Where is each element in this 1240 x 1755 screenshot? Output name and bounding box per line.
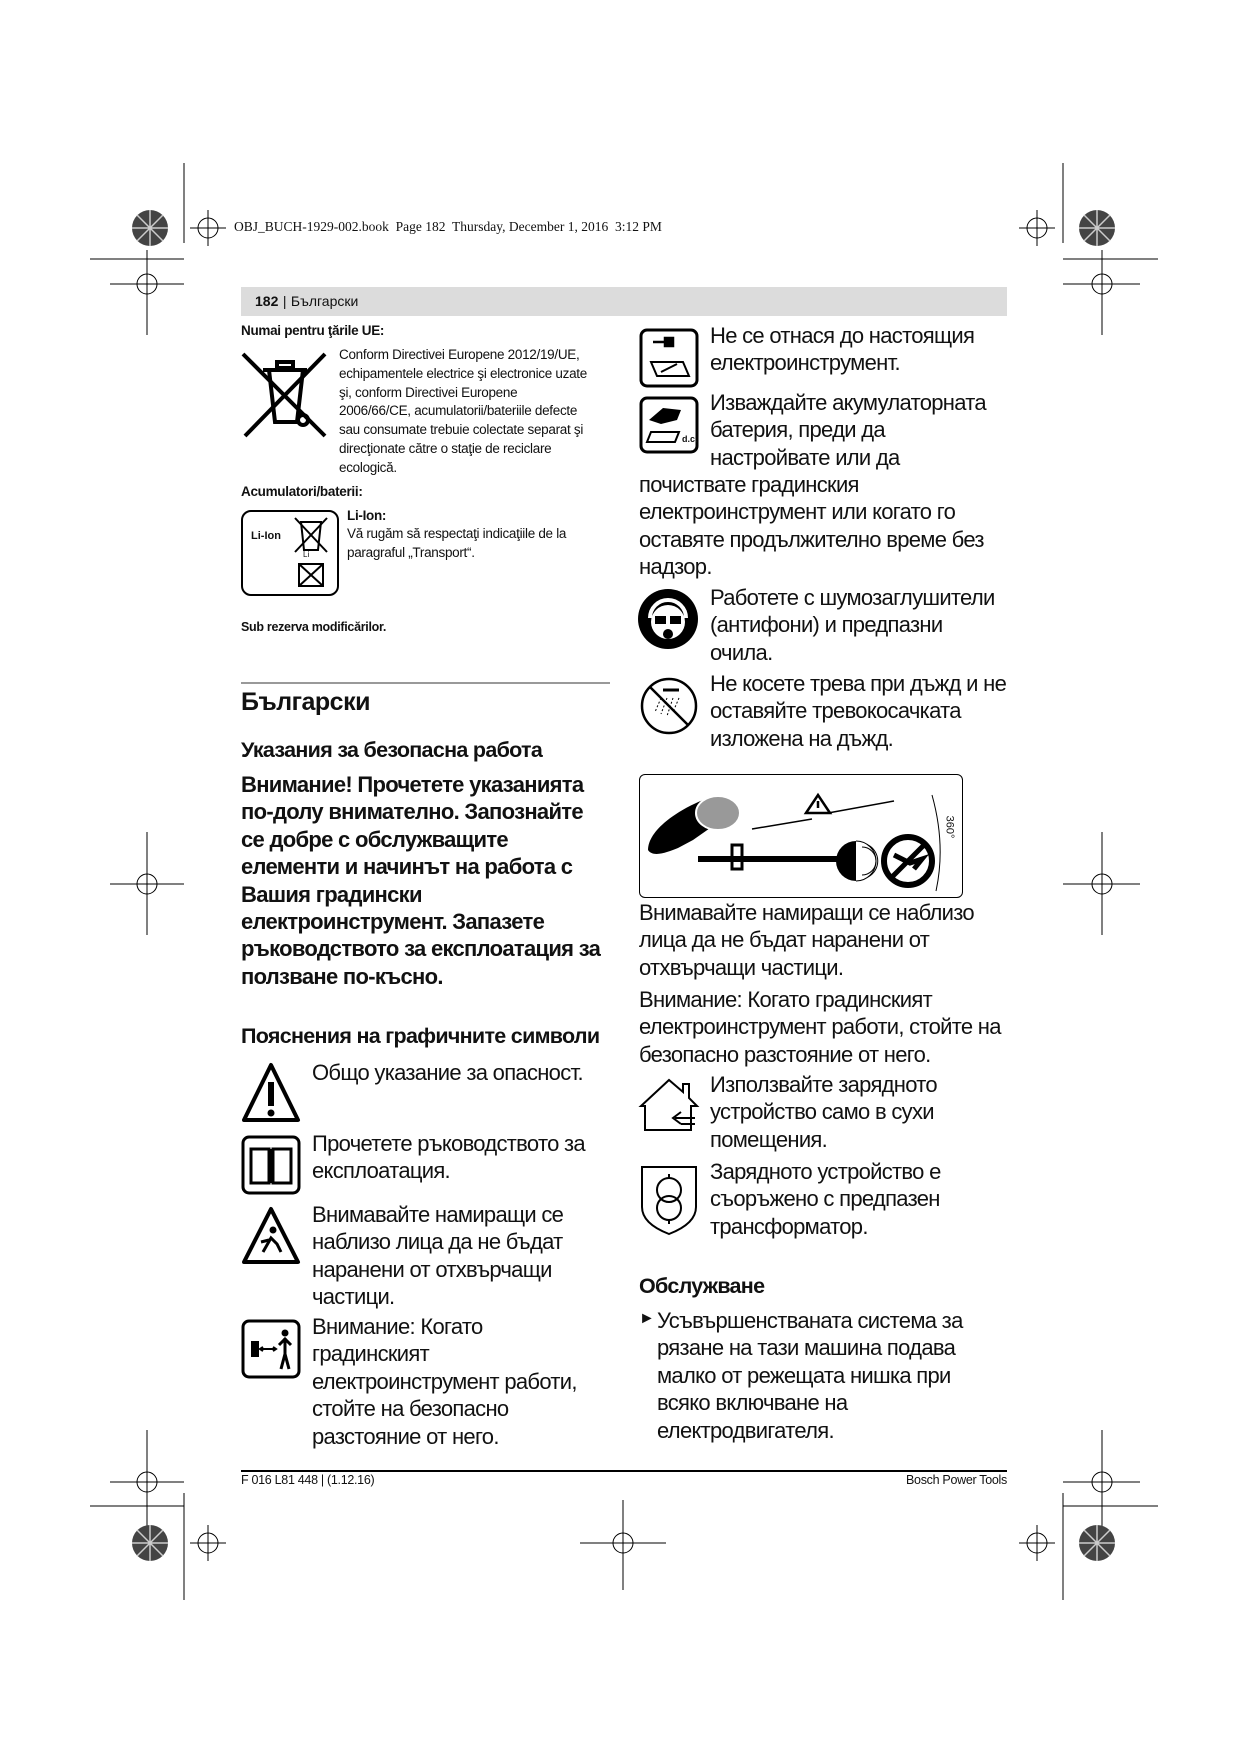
safety-transformer-icon	[639, 1164, 699, 1236]
section-divider	[241, 682, 610, 684]
symbol-text: Изваждайте акумулаторната батерия, преди да настройвате или да	[710, 390, 986, 470]
symbol-text: Внимавайте намиращи се наблизо лица да не бъдат наранени от отхвърчащи частици.	[312, 1202, 564, 1310]
trimmer-safety-diagram	[639, 774, 963, 898]
symbol-text: Внимание: Когато градинският електроинструмент работи, стойте на безопасно разстояние от него.	[312, 1314, 577, 1449]
dc-label: d.c.	[682, 434, 698, 444]
bystander-debris-icon	[241, 1206, 301, 1266]
no-rain-icon	[639, 676, 699, 736]
print-header: OBJ_BUCH-1929-002.book Page 182 Thursday, December 1, 2016 3:12 PM	[234, 219, 662, 234]
ear-eye-protection-icon	[637, 588, 699, 650]
indoor-use-icon	[639, 1076, 699, 1136]
trimmer-user-illustration	[640, 775, 962, 897]
li-ion-heading: Li-Ion:	[347, 508, 387, 523]
symbol-text: Не косете трева при дъжд и не оставяйте тревокосачката изложена на дъжд.	[710, 671, 1007, 751]
symbol-text: Зарядното устройство е съоръжено с предпазен трансформатор.	[710, 1159, 941, 1239]
not-applicable-icon	[639, 328, 699, 388]
rotation-label: 360°	[943, 815, 956, 839]
diagram-caption-1: Внимавайте намиращи се наблизо лица да не бъдат наранени от отхвърчащи частици.	[639, 900, 974, 980]
symbol-text: Не се отнася до настоящия електроинструмент.	[710, 323, 975, 376]
safe-distance-icon	[241, 1319, 301, 1379]
safety-warning: Внимание! Прочетете указанията по-долу внимателно. Запознайте се добре с обслужващите елементи и начинът на работа с Вашия градински електроинструмент. Запазете ръководството за експлоатация за ползване по-късно.	[241, 772, 601, 989]
li-ion-text: Vă rugăm să respectaţi indicaţiile de la paragraful „Transport“.	[347, 526, 567, 560]
page-number: 182	[255, 293, 279, 309]
remove-battery-icon	[639, 396, 699, 454]
symbols-heading: Пояснения на графичните символи	[241, 1024, 600, 1048]
symbol-text: Общо указание за опасност.	[312, 1060, 583, 1085]
safety-heading: Указания за безопасна работа	[241, 738, 543, 762]
symbol-text: Използвайте зарядното устройство само в сухи помещения.	[710, 1072, 937, 1152]
crossed-bin-icon	[241, 350, 329, 440]
footer-doc-number: F 016 L81 448 | (1.12.16)	[241, 1473, 375, 1487]
battery-heading: Acumulatori/baterii:	[241, 484, 363, 499]
page-header-bar	[241, 287, 1007, 316]
symbol-text: Работете с шумозаглушители (антифони) и предпазни очила.	[710, 585, 995, 665]
warning-triangle-icon	[241, 1062, 301, 1124]
header-separator: |	[282, 293, 287, 309]
section-title: Български	[241, 688, 370, 716]
battery-recycle-icon	[293, 516, 329, 588]
header-language: Български	[290, 293, 359, 309]
eu-disposal-text: Conform Directivei Europene 2012/19/UE, echipamentele electrice şi electronice uzate şi, conform Directivei Europene 2006/66/CE, acumulatorii/bateriile defecte sau consumate trebuie colectate separat şi direcţionate către o staţie de reciclare ecologică.	[339, 347, 587, 475]
eu-heading: Numai pentru ţările UE:	[241, 323, 385, 338]
footer-brand: Bosch Power Tools	[906, 1473, 1007, 1487]
li-ion-box-label: Li-Ion	[251, 530, 281, 542]
li-small-label: Li	[303, 550, 310, 559]
diagram-caption-2: Внимание: Когато градинският електроинструмент работи, стойте на безопасно разстояние от него.	[639, 987, 1001, 1067]
service-bullet-text: Усъвършенстваната система за рязане на тази машина подава малко от режещата нишка при всяко включване на електродвигателя.	[657, 1308, 963, 1443]
symbol-text: Прочетете ръководството за експлоатация.	[312, 1131, 585, 1184]
footer-rule	[241, 1470, 1007, 1472]
manual-book-icon	[241, 1135, 301, 1195]
service-heading: Обслужване	[639, 1274, 765, 1298]
reserve-note: Sub rezerva modificărilor.	[241, 620, 387, 634]
li-ion-symbol-box	[241, 510, 339, 596]
bullet-arrow-icon: ►	[639, 1310, 655, 1327]
symbol-text-continuation: почиствате градинския електроинструмент или когато го оставяте продължително време без надзор.	[639, 472, 984, 580]
